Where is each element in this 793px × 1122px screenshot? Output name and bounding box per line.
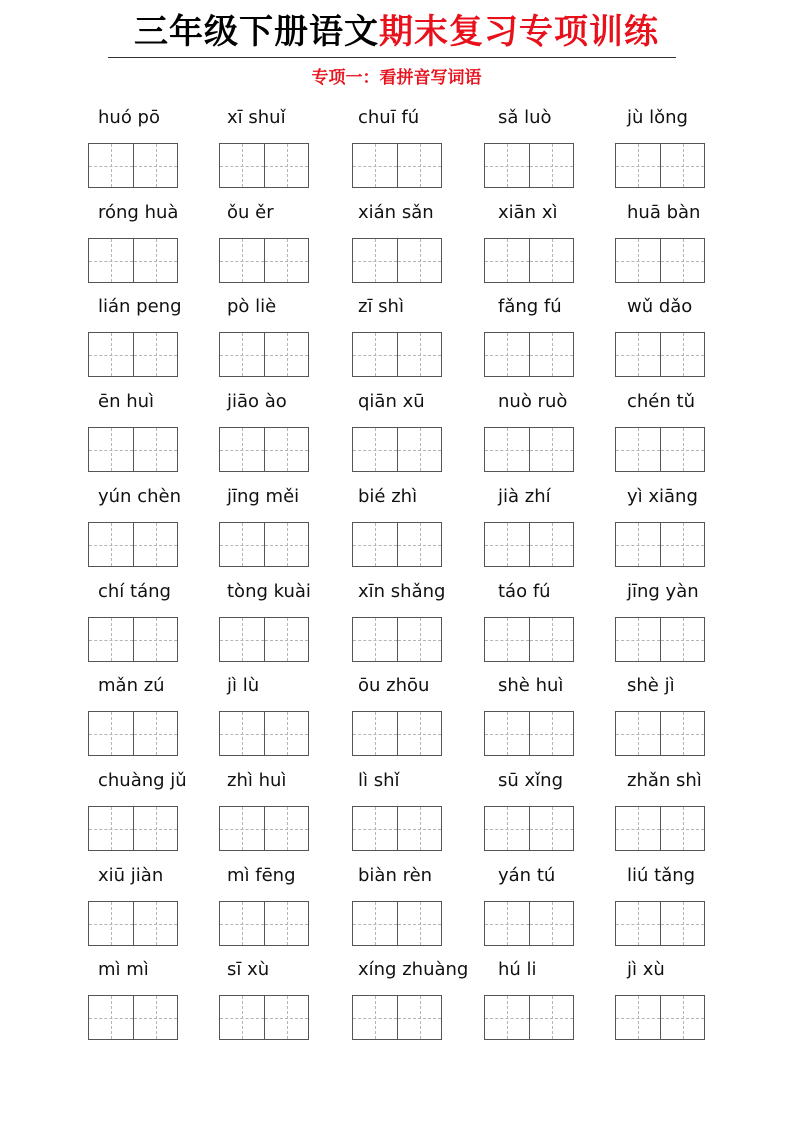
pinyin-prompt: chuàng jǔ (98, 770, 187, 791)
character-box[interactable] (133, 902, 177, 945)
exercise-item (615, 577, 755, 667)
character-box[interactable] (397, 333, 441, 376)
answer-boxes[interactable] (484, 427, 574, 472)
answer-boxes[interactable] (88, 806, 178, 851)
exercise-item (615, 292, 755, 382)
pinyin-prompt: jià zhí (498, 486, 551, 507)
character-box[interactable] (353, 618, 397, 661)
pinyin-prompt: shè jì (627, 675, 675, 696)
exercise-item (219, 292, 359, 382)
exercise-item (88, 198, 228, 288)
answer-boxes[interactable] (219, 711, 309, 756)
answer-boxes[interactable] (484, 995, 574, 1040)
character-box[interactable] (133, 996, 177, 1039)
pinyin-prompt: jīng měi (227, 486, 300, 507)
exercise-item (484, 387, 624, 477)
character-box[interactable] (660, 144, 704, 187)
character-box[interactable] (529, 428, 573, 471)
answer-boxes[interactable] (352, 995, 442, 1040)
character-box[interactable] (485, 239, 529, 282)
answer-boxes[interactable] (219, 901, 309, 946)
pinyin-prompt: huā bàn (627, 202, 701, 223)
answer-boxes[interactable] (88, 427, 178, 472)
character-box[interactable] (353, 428, 397, 471)
character-box[interactable] (660, 239, 704, 282)
answer-boxes[interactable] (219, 143, 309, 188)
exercise-item (352, 671, 492, 761)
pinyin-prompt: huó pō (98, 107, 160, 128)
exercise-item (352, 766, 492, 856)
exercise-item (88, 103, 228, 193)
pinyin-prompt: róng huà (98, 202, 179, 223)
pinyin-prompt: zhǎn shì (627, 770, 702, 791)
pinyin-prompt: shè huì (498, 675, 564, 696)
answer-boxes[interactable] (352, 427, 442, 472)
character-box[interactable] (529, 712, 573, 755)
pinyin-prompt: jīng yàn (627, 581, 699, 602)
exercise-item (352, 577, 492, 667)
answer-boxes[interactable] (88, 332, 178, 377)
pinyin-prompt: qiān xū (358, 391, 425, 412)
exercise-item (219, 955, 359, 1045)
answer-boxes[interactable] (615, 901, 705, 946)
pinyin-prompt: liú tǎng (627, 865, 696, 886)
pinyin-prompt: xī shuǐ (227, 107, 286, 128)
character-box[interactable] (485, 523, 529, 566)
answer-boxes[interactable] (88, 522, 178, 567)
answer-boxes[interactable] (88, 143, 178, 188)
answer-boxes[interactable] (219, 522, 309, 567)
character-box[interactable] (660, 902, 704, 945)
answer-boxes[interactable] (352, 711, 442, 756)
answer-boxes[interactable] (88, 617, 178, 662)
pinyin-prompt: mì fēng (227, 865, 296, 886)
character-box[interactable] (397, 523, 441, 566)
exercise-item (219, 387, 359, 477)
exercise-item (88, 292, 228, 382)
exercise-item (615, 103, 755, 193)
pinyin-prompt: jiāo ào (227, 391, 287, 412)
exercise-item (352, 103, 492, 193)
character-box[interactable] (89, 333, 133, 376)
exercise-item (615, 387, 755, 477)
exercise-item (88, 766, 228, 856)
exercise-item (352, 387, 492, 477)
answer-boxes[interactable] (484, 806, 574, 851)
exercise-item (219, 671, 359, 761)
character-box[interactable] (353, 239, 397, 282)
character-box[interactable] (133, 807, 177, 850)
pinyin-prompt: wǔ dǎo (627, 296, 693, 317)
pinyin-prompt: yán tú (498, 865, 556, 886)
character-box[interactable] (220, 807, 264, 850)
character-box[interactable] (529, 902, 573, 945)
character-box[interactable] (616, 712, 660, 755)
answer-boxes[interactable] (352, 901, 442, 946)
character-box[interactable] (485, 996, 529, 1039)
pinyin-prompt: xián sǎn (358, 202, 434, 223)
character-box[interactable] (485, 333, 529, 376)
exercise-item (88, 861, 228, 951)
exercise-item (88, 482, 228, 572)
exercise-item (219, 482, 359, 572)
character-box[interactable] (660, 807, 704, 850)
title-topic: 期末复习专项训练 (379, 12, 659, 52)
exercise-item (88, 671, 228, 761)
character-box[interactable] (485, 902, 529, 945)
pinyin-prompt: chí táng (98, 581, 171, 602)
pinyin-prompt: biàn rèn (358, 865, 433, 886)
answer-boxes[interactable] (352, 522, 442, 567)
answer-boxes[interactable] (219, 332, 309, 377)
character-box[interactable] (397, 996, 441, 1039)
character-box[interactable] (529, 333, 573, 376)
answer-boxes[interactable] (219, 427, 309, 472)
answer-boxes[interactable] (615, 143, 705, 188)
exercise-item (615, 766, 755, 856)
answer-boxes[interactable] (88, 238, 178, 283)
character-box[interactable] (529, 996, 573, 1039)
answer-boxes[interactable] (219, 238, 309, 283)
character-box[interactable] (89, 618, 133, 661)
exercise-item (219, 103, 359, 193)
pinyin-prompt: tòng kuài (227, 581, 311, 602)
exercise-item (615, 955, 755, 1045)
pinyin-prompt: xíng zhuàng (358, 959, 469, 980)
character-box[interactable] (353, 807, 397, 850)
answer-boxes[interactable] (484, 901, 574, 946)
exercise-item (352, 955, 492, 1045)
section-subtitle: 专项一：看拼音写词语 (311, 68, 482, 88)
character-box[interactable] (89, 144, 133, 187)
answer-boxes[interactable] (484, 617, 574, 662)
pinyin-prompt: táo fú (498, 581, 551, 602)
character-box[interactable] (264, 902, 308, 945)
character-box[interactable] (397, 618, 441, 661)
character-box[interactable] (264, 333, 308, 376)
character-box[interactable] (353, 144, 397, 187)
character-box[interactable] (529, 618, 573, 661)
exercise-item (88, 577, 228, 667)
answer-boxes[interactable] (219, 806, 309, 851)
exercise-item (352, 198, 492, 288)
exercise-item (484, 482, 624, 572)
pinyin-prompt: bié zhì (358, 486, 418, 507)
character-box[interactable] (353, 523, 397, 566)
character-box[interactable] (616, 144, 660, 187)
pinyin-prompt: mì mì (98, 959, 149, 980)
character-box[interactable] (220, 428, 264, 471)
pinyin-prompt: pò liè (227, 296, 277, 317)
character-box[interactable] (397, 902, 441, 945)
pinyin-prompt: sī xù (227, 959, 270, 980)
exercise-item (352, 482, 492, 572)
answer-boxes[interactable] (352, 143, 442, 188)
character-box[interactable] (485, 618, 529, 661)
character-box[interactable] (660, 428, 704, 471)
exercise-item (219, 766, 359, 856)
character-box[interactable] (529, 523, 573, 566)
character-box[interactable] (529, 239, 573, 282)
character-box[interactable] (89, 428, 133, 471)
answer-boxes[interactable] (219, 995, 309, 1040)
character-box[interactable] (264, 239, 308, 282)
character-box[interactable] (89, 996, 133, 1039)
pinyin-prompt: ōu zhōu (358, 675, 430, 696)
character-box[interactable] (220, 618, 264, 661)
pinyin-prompt: xiān xì (498, 202, 558, 223)
pinyin-prompt: nuò ruò (498, 391, 568, 412)
answer-boxes[interactable] (615, 238, 705, 283)
character-box[interactable] (264, 144, 308, 187)
pinyin-prompt: ǒu ěr (227, 202, 274, 223)
exercise-item (484, 955, 624, 1045)
answer-boxes[interactable] (615, 427, 705, 472)
character-box[interactable] (220, 902, 264, 945)
character-box[interactable] (485, 428, 529, 471)
character-box[interactable] (616, 239, 660, 282)
character-box[interactable] (264, 996, 308, 1039)
character-box[interactable] (264, 807, 308, 850)
exercise-item (88, 955, 228, 1045)
character-box[interactable] (89, 807, 133, 850)
exercise-item (484, 292, 624, 382)
character-box[interactable] (133, 428, 177, 471)
pinyin-prompt: zī shì (358, 296, 404, 317)
pinyin-prompt: xiū jiàn (98, 865, 164, 886)
character-box[interactable] (220, 333, 264, 376)
character-box[interactable] (353, 712, 397, 755)
character-box[interactable] (616, 807, 660, 850)
pinyin-prompt: jù lǒng (627, 107, 688, 128)
pinyin-prompt: lián peng (98, 296, 182, 317)
exercise-item (219, 577, 359, 667)
character-box[interactable] (397, 428, 441, 471)
character-box[interactable] (353, 902, 397, 945)
answer-boxes[interactable] (615, 617, 705, 662)
exercise-item (484, 766, 624, 856)
character-box[interactable] (529, 144, 573, 187)
exercise-item (352, 292, 492, 382)
answer-boxes[interactable] (484, 711, 574, 756)
character-box[interactable] (133, 712, 177, 755)
answer-boxes[interactable] (352, 806, 442, 851)
pinyin-prompt: chén tǔ (627, 391, 695, 412)
pinyin-prompt: chuī fú (358, 107, 420, 128)
character-box[interactable] (397, 144, 441, 187)
character-box[interactable] (616, 996, 660, 1039)
character-box[interactable] (89, 239, 133, 282)
answer-boxes[interactable] (615, 522, 705, 567)
character-box[interactable] (264, 428, 308, 471)
pinyin-prompt: sū xǐng (498, 770, 563, 791)
character-box[interactable] (397, 239, 441, 282)
pinyin-prompt: sǎ luò (498, 107, 552, 128)
character-box[interactable] (529, 807, 573, 850)
character-box[interactable] (353, 333, 397, 376)
character-box[interactable] (220, 239, 264, 282)
answer-boxes[interactable] (615, 995, 705, 1040)
exercise-item (219, 861, 359, 951)
pinyin-prompt: hú li (498, 959, 537, 980)
character-box[interactable] (397, 807, 441, 850)
answer-boxes[interactable] (88, 901, 178, 946)
pinyin-prompt: jì lù (227, 675, 260, 696)
character-box[interactable] (616, 428, 660, 471)
pinyin-prompt: mǎn zú (98, 675, 165, 696)
answer-boxes[interactable] (484, 522, 574, 567)
pinyin-prompt: jì xù (627, 959, 665, 980)
answer-boxes[interactable] (484, 143, 574, 188)
character-box[interactable] (660, 996, 704, 1039)
character-box[interactable] (220, 523, 264, 566)
exercise-item (484, 103, 624, 193)
answer-boxes[interactable] (615, 806, 705, 851)
pinyin-prompt: zhì huì (227, 770, 287, 791)
answer-boxes[interactable] (484, 238, 574, 283)
exercise-item (352, 861, 492, 951)
pinyin-prompt: fǎng fú (498, 296, 562, 317)
character-box[interactable] (353, 996, 397, 1039)
answer-boxes[interactable] (219, 617, 309, 662)
pinyin-prompt: yún chèn (98, 486, 181, 507)
exercise-item (615, 861, 755, 951)
character-box[interactable] (264, 523, 308, 566)
character-box[interactable] (89, 902, 133, 945)
character-box[interactable] (660, 618, 704, 661)
exercise-item (484, 198, 624, 288)
character-box[interactable] (220, 996, 264, 1039)
answer-boxes[interactable] (352, 238, 442, 283)
answer-boxes[interactable] (352, 332, 442, 377)
answer-boxes[interactable] (352, 617, 442, 662)
exercise-item (484, 671, 624, 761)
character-box[interactable] (133, 144, 177, 187)
exercise-item (615, 671, 755, 761)
character-box[interactable] (133, 333, 177, 376)
character-box[interactable] (485, 807, 529, 850)
character-box[interactable] (89, 523, 133, 566)
pinyin-prompt: lì shǐ (358, 770, 400, 791)
exercise-item (615, 482, 755, 572)
character-box[interactable] (220, 712, 264, 755)
answer-boxes[interactable] (88, 995, 178, 1040)
exercise-item (88, 387, 228, 477)
character-box[interactable] (485, 712, 529, 755)
character-box[interactable] (616, 902, 660, 945)
character-box[interactable] (660, 523, 704, 566)
title-grade: 三年级下册语文 (134, 12, 379, 52)
character-box[interactable] (616, 523, 660, 566)
character-box[interactable] (660, 333, 704, 376)
character-box[interactable] (616, 618, 660, 661)
exercise-item (484, 861, 624, 951)
answer-boxes[interactable] (615, 711, 705, 756)
exercise-item (484, 577, 624, 667)
character-box[interactable] (485, 144, 529, 187)
character-box[interactable] (264, 712, 308, 755)
character-box[interactable] (397, 712, 441, 755)
character-box[interactable] (616, 333, 660, 376)
pinyin-prompt: xīn shǎng (358, 581, 446, 602)
pinyin-prompt: ēn huì (98, 391, 155, 412)
answer-boxes[interactable] (88, 711, 178, 756)
character-box[interactable] (133, 239, 177, 282)
character-box[interactable] (660, 712, 704, 755)
exercise-item (615, 198, 755, 288)
character-box[interactable] (264, 618, 308, 661)
character-box[interactable] (133, 618, 177, 661)
answer-boxes[interactable] (484, 332, 574, 377)
character-box[interactable] (220, 144, 264, 187)
character-box[interactable] (89, 712, 133, 755)
pinyin-prompt: yì xiāng (627, 486, 698, 507)
character-box[interactable] (133, 523, 177, 566)
exercise-item (219, 198, 359, 288)
answer-boxes[interactable] (615, 332, 705, 377)
